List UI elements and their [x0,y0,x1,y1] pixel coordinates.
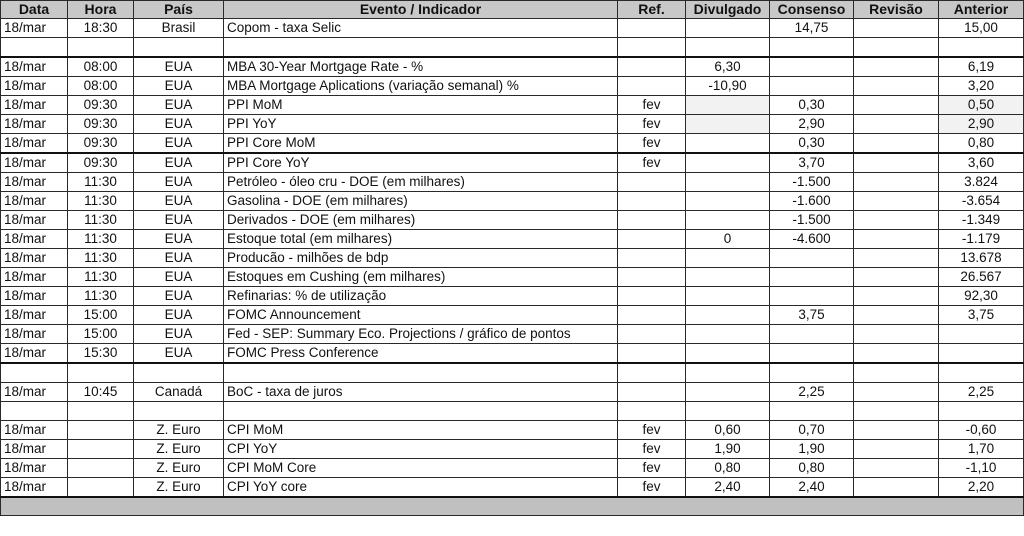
table-row [1,363,1024,383]
cell-evento: Derivados - DOE (em milhares) [224,211,618,230]
cell-consenso: 0,30 [770,134,854,154]
cell-pais: EUA [134,96,224,115]
table-row [1,230,1024,249]
cell-pais: Canadá [134,383,224,402]
cell-divulgado: 0 [686,230,770,249]
cell-anterior: 3,60 [939,153,1024,173]
cell-anterior: 1,70 [939,440,1024,459]
cell-ref [618,249,686,268]
cell-revisao [854,478,939,498]
cell-evento: BoC - taxa de juros [224,383,618,402]
cell-data: 18/mar [1,268,68,287]
table-row [1,115,1024,134]
cell-consenso [770,287,854,306]
cell-data: 18/mar [1,344,68,364]
cell-data: 18/mar [1,192,68,211]
cell-consenso: 3,70 [770,153,854,173]
cell-evento: CPI MoM [224,421,618,440]
table-row [1,77,1024,96]
cell-evento: MBA 30-Year Mortgage Rate - % [224,57,618,77]
table-row [1,440,1024,459]
cell-revisao [854,211,939,230]
cell-pais: EUA [134,211,224,230]
cell-ref [618,230,686,249]
cell-anterior: 0,80 [939,134,1024,154]
cell-data: 18/mar [1,383,68,402]
cell-data: 18/mar [1,134,68,154]
cell-data: 18/mar [1,211,68,230]
header-row [1,1,1024,19]
cell-anterior: 0,50 [939,96,1024,115]
table-row [1,19,1024,38]
header-pais: País [134,1,224,19]
table-row [1,96,1024,115]
cell-pais: Z. Euro [134,459,224,478]
cell-consenso [770,325,854,344]
cell-evento: CPI MoM Core [224,459,618,478]
table-row [1,459,1024,478]
cell-ref [618,344,686,364]
table-row [1,287,1024,306]
cell-data: 18/mar [1,325,68,344]
cell-revisao [854,249,939,268]
cell-ref [618,57,686,77]
cell-anterior: 2,90 [939,115,1024,134]
cell-revisao [854,19,939,38]
cell-evento: PPI MoM [224,96,618,115]
cell-pais [134,402,224,421]
cell-revisao [854,77,939,96]
cell-revisao [854,287,939,306]
cell-hora: 11:30 [68,268,134,287]
cell-divulgado [686,19,770,38]
cell-ref [618,325,686,344]
cell-revisao [854,134,939,154]
cell-ref: fev [618,459,686,478]
header-evento: Evento / Indicador [224,1,618,19]
cell-revisao [854,325,939,344]
cell-pais [134,38,224,58]
cell-revisao [854,173,939,192]
cell-ref [618,211,686,230]
cell-data: 18/mar [1,421,68,440]
cell-data: 18/mar [1,77,68,96]
cell-hora [68,459,134,478]
cell-anterior: 3,20 [939,77,1024,96]
cell-hora: 15:00 [68,325,134,344]
cell-consenso [770,402,854,421]
cell-evento: Petróleo - óleo cru - DOE (em milhares) [224,173,618,192]
cell-evento: Gasolina - DOE (em milhares) [224,192,618,211]
cell-revisao [854,153,939,173]
cell-hora [68,38,134,58]
cell-hora: 08:00 [68,77,134,96]
cell-ref: fev [618,134,686,154]
cell-anterior: 6,19 [939,57,1024,77]
table-row [1,57,1024,77]
cell-anterior [939,363,1024,383]
cell-consenso: -1.500 [770,173,854,192]
cell-divulgado [686,344,770,364]
cell-pais [134,363,224,383]
cell-anterior [939,402,1024,421]
cell-data [1,38,68,58]
cell-ref [618,268,686,287]
cell-data: 18/mar [1,306,68,325]
cell-divulgado [686,287,770,306]
cell-hora: 15:00 [68,306,134,325]
cell-divulgado: 1,90 [686,440,770,459]
table-row [1,38,1024,58]
cell-consenso: 1,90 [770,440,854,459]
header-ref: Ref. [618,1,686,19]
cell-ref: fev [618,440,686,459]
cell-pais: EUA [134,344,224,364]
cell-divulgado [686,173,770,192]
cell-anterior: 26.567 [939,268,1024,287]
cell-ref [618,306,686,325]
cell-hora [68,478,134,498]
cell-divulgado [686,402,770,421]
cell-data: 18/mar [1,459,68,478]
cell-data: 18/mar [1,115,68,134]
cell-hora: 11:30 [68,192,134,211]
cell-pais: Z. Euro [134,421,224,440]
cell-anterior: -3.654 [939,192,1024,211]
cell-data [1,363,68,383]
cell-consenso [770,344,854,364]
header-consenso: Consenso [770,1,854,19]
table-row [1,306,1024,325]
cell-evento [224,363,618,383]
cell-consenso [770,363,854,383]
cell-hora: 11:30 [68,230,134,249]
table-row [1,478,1024,498]
cell-divulgado: 0,60 [686,421,770,440]
cell-anterior: 13.678 [939,249,1024,268]
cell-evento: FOMC Press Conference [224,344,618,364]
cell-ref [618,38,686,58]
cell-revisao [854,115,939,134]
cell-consenso [770,38,854,58]
cell-anterior: 92,30 [939,287,1024,306]
cell-data: 18/mar [1,230,68,249]
cell-consenso: 2,40 [770,478,854,498]
cell-consenso: 2,25 [770,383,854,402]
cell-consenso: 14,75 [770,19,854,38]
table-row [1,344,1024,364]
cell-anterior: 3.824 [939,173,1024,192]
cell-evento: MBA Mortgage Aplications (variação semanal) % [224,77,618,96]
cell-evento: CPI YoY core [224,478,618,498]
cell-pais: EUA [134,306,224,325]
cell-revisao [854,383,939,402]
cell-hora: 09:30 [68,134,134,154]
cell-evento: Refinarias: % de utilização [224,287,618,306]
cell-pais: EUA [134,230,224,249]
cell-pais: EUA [134,192,224,211]
cell-hora: 11:30 [68,173,134,192]
cell-data [1,402,68,421]
cell-ref [618,192,686,211]
cell-divulgado [686,134,770,154]
cell-data: 18/mar [1,96,68,115]
cell-consenso: -4.600 [770,230,854,249]
header-anterior: Anterior [939,1,1024,19]
cell-revisao [854,268,939,287]
table-row [1,173,1024,192]
cell-pais: EUA [134,115,224,134]
cell-hora [68,402,134,421]
cell-anterior: 2,25 [939,383,1024,402]
cell-evento: PPI Core YoY [224,153,618,173]
cell-consenso: 0,30 [770,96,854,115]
cell-revisao [854,363,939,383]
cell-evento: PPI Core MoM [224,134,618,154]
cell-hora [68,363,134,383]
cell-consenso [770,57,854,77]
cell-pais: EUA [134,173,224,192]
table-row [1,192,1024,211]
cell-divulgado [686,363,770,383]
cell-revisao [854,402,939,421]
cell-anterior: -0,60 [939,421,1024,440]
cell-pais: EUA [134,57,224,77]
header-hora: Hora [68,1,134,19]
cell-consenso: 0,80 [770,459,854,478]
cell-data: 18/mar [1,173,68,192]
cell-consenso: 0,70 [770,421,854,440]
cell-pais: EUA [134,153,224,173]
cell-data: 18/mar [1,57,68,77]
cell-divulgado [686,38,770,58]
cell-revisao [854,440,939,459]
table-row [1,383,1024,402]
cell-anterior [939,38,1024,58]
cell-hora: 08:00 [68,57,134,77]
cell-data: 18/mar [1,287,68,306]
cell-anterior: -1.349 [939,211,1024,230]
table-row [1,421,1024,440]
cell-divulgado [686,249,770,268]
cell-consenso: 2,90 [770,115,854,134]
cell-pais: EUA [134,249,224,268]
cell-anterior: 2,20 [939,478,1024,498]
cell-data: 18/mar [1,153,68,173]
table-row [1,325,1024,344]
cell-consenso [770,268,854,287]
cell-evento: CPI YoY [224,440,618,459]
cell-hora: 09:30 [68,153,134,173]
cell-evento: Estoques em Cushing (em milhares) [224,268,618,287]
cell-pais: EUA [134,325,224,344]
cell-revisao [854,421,939,440]
cell-hora: 09:30 [68,96,134,115]
cell-hora: 11:30 [68,249,134,268]
table-row [1,249,1024,268]
header-revisao: Revisão [854,1,939,19]
cell-hora: 18:30 [68,19,134,38]
cell-pais: Z. Euro [134,478,224,498]
cell-divulgado [686,115,770,134]
cell-pais: EUA [134,287,224,306]
cell-data: 18/mar [1,478,68,498]
cell-data: 18/mar [1,19,68,38]
cell-hora: 10:45 [68,383,134,402]
cell-revisao [854,96,939,115]
cell-ref [618,402,686,421]
cell-divulgado: 2,40 [686,478,770,498]
cell-evento: Fed - SEP: Summary Eco. Projections / gráfico de pontos [224,325,618,344]
cell-pais: Brasil [134,19,224,38]
cell-revisao [854,306,939,325]
cell-evento: Producão - milhões de bdp [224,249,618,268]
cell-evento: Copom - taxa Selic [224,19,618,38]
cell-consenso [770,249,854,268]
cell-ref: fev [618,96,686,115]
cell-anterior: -1,10 [939,459,1024,478]
footer-row [1,497,1024,516]
cell-ref: fev [618,421,686,440]
cell-data: 18/mar [1,440,68,459]
cell-ref [618,19,686,38]
cell-divulgado: -10,90 [686,77,770,96]
cell-ref [618,77,686,96]
cell-revisao [854,459,939,478]
cell-revisao [854,57,939,77]
cell-data: 18/mar [1,249,68,268]
cell-evento: Estoque total (em milhares) [224,230,618,249]
cell-anterior: -1.179 [939,230,1024,249]
cell-hora [68,421,134,440]
table-row [1,402,1024,421]
cell-divulgado [686,153,770,173]
cell-ref: fev [618,153,686,173]
cell-divulgado [686,96,770,115]
cell-revisao [854,38,939,58]
cell-divulgado: 6,30 [686,57,770,77]
cell-consenso: -1.500 [770,211,854,230]
cell-revisao [854,230,939,249]
cell-revisao [854,344,939,364]
cell-anterior: 15,00 [939,19,1024,38]
cell-ref [618,383,686,402]
table-row [1,153,1024,173]
cell-ref [618,287,686,306]
cell-ref: fev [618,478,686,498]
cell-consenso: -1.600 [770,192,854,211]
cell-consenso: 3,75 [770,306,854,325]
cell-hora: 11:30 [68,211,134,230]
cell-divulgado [686,192,770,211]
cell-anterior [939,344,1024,364]
cell-evento [224,38,618,58]
cell-evento [224,402,618,421]
cell-revisao [854,192,939,211]
footer-bar [1,497,1024,516]
table-row [1,134,1024,154]
cell-ref [618,363,686,383]
cell-ref: fev [618,115,686,134]
cell-divulgado [686,268,770,287]
cell-evento: FOMC Announcement [224,306,618,325]
cell-consenso [770,77,854,96]
cell-hora: 15:30 [68,344,134,364]
cell-anterior: 3,75 [939,306,1024,325]
cell-divulgado: 0,80 [686,459,770,478]
cell-divulgado [686,211,770,230]
header-divulgado: Divulgado [686,1,770,19]
cell-divulgado [686,306,770,325]
cell-ref [618,173,686,192]
cell-pais: EUA [134,77,224,96]
cell-pais: Z. Euro [134,440,224,459]
cell-hora: 11:30 [68,287,134,306]
cell-hora [68,440,134,459]
cell-pais: EUA [134,134,224,154]
cell-divulgado [686,325,770,344]
cell-divulgado [686,383,770,402]
table-row [1,268,1024,287]
header-data: Data [1,1,68,19]
table-row [1,211,1024,230]
cell-pais: EUA [134,268,224,287]
cell-anterior [939,325,1024,344]
cell-hora: 09:30 [68,115,134,134]
cell-evento: PPI YoY [224,115,618,134]
